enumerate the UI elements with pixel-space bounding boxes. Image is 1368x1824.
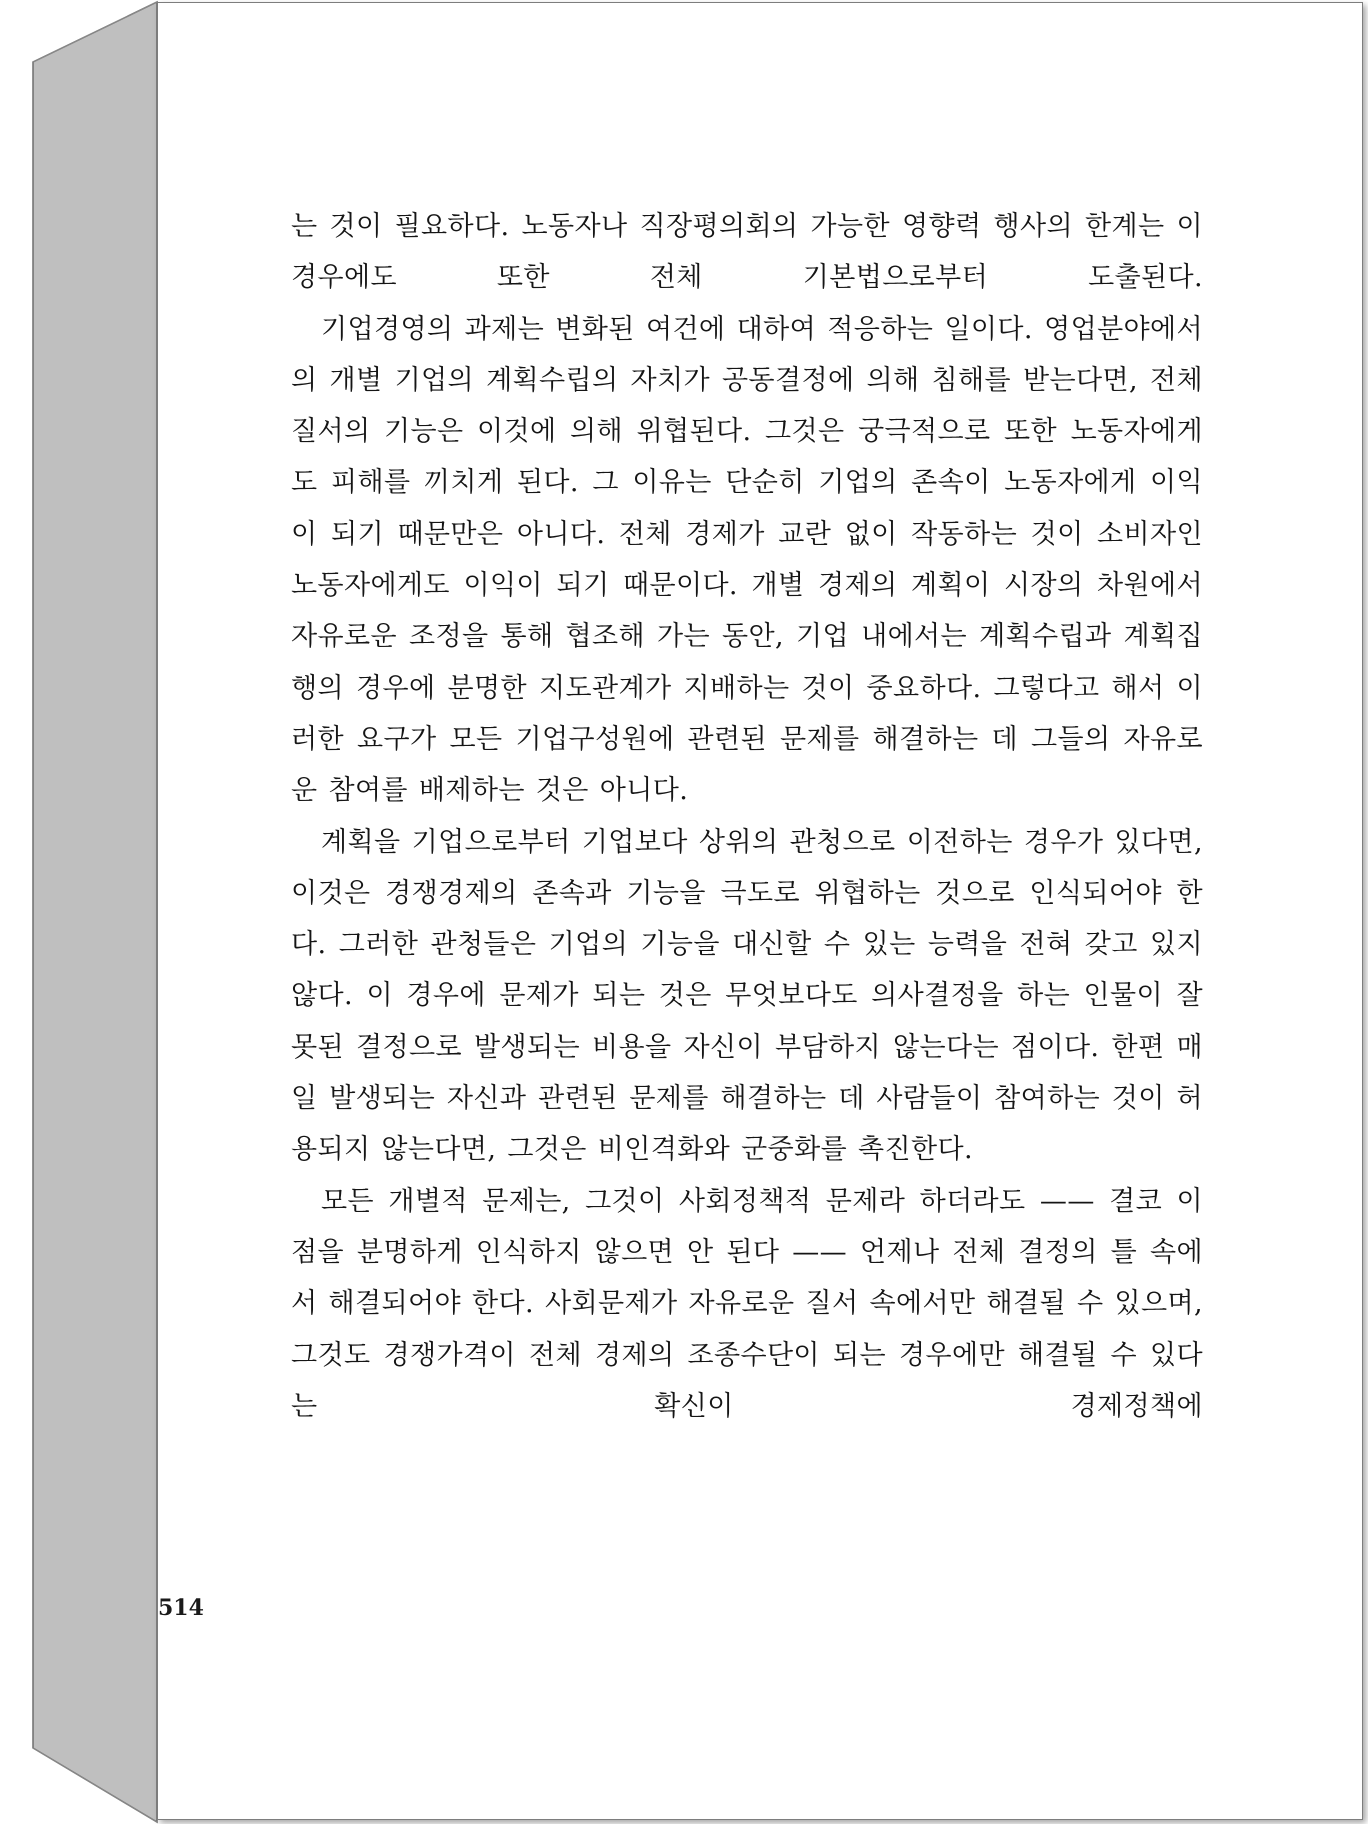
paragraph: 기업경영의 과제는 변화된 여건에 대하여 적응하는 일이다. 영업분야에서의 개별 기업의 계획수립의 자치가 공동결정에 의해 침해를 받는다면, 전체 질서의 기능은 이것에 의해 위협된다. 그것은 궁극적으로 또한 노동자에게도 피해를 끼치게 된다. 그 이유는 단순히 기업의 존속이 노동자에게 이익이 되기 때문만은 아니다. 전체 경제가 교란 없이 작동하는 것이 소비자인 노동자에게도 이익이 되기 때문이다. 개별 경제의 계획이 시장의 차원에서 자유로운 조정을 통해 협조해 가는 동안, 기업 내에서는 계획수립과 계획집행의 경우에 분명한 지도관계가 지배하는 것이 중요하다. 그렇다고 해서 이러한 요구가 모든 기업구성원에 관련된 문제를 해결하는 데 그들의 자유로운 참여를 배제하는 것은 아니다.: [291, 313, 1203, 807]
page-number: 514: [158, 1595, 204, 1621]
paragraph: 모든 개별적 문제는, 그것이 사회정책적 문제라 하더라도 —— 결코 이 점을 분명하게 인식하지 않으면 안 된다 —— 언제나 전체 결정의 틀 속에서 해결되어야 한다. 사회문제가 자유로운 질서 속에서만 해결될 수 있으며, 그것도 경쟁가격이 전체 경제의 조종수단이 되는 경우에만 해결될 수 있다는 확신이 경제정책에: [291, 1185, 1203, 1422]
book-page: [157, 2, 1363, 1820]
book-spine: [0, 0, 160, 1824]
paragraph-continued: 는 것이 필요하다. 노동자나 직장평의회의 가능한 영향력 행사의 한계는 이 경우에도 또한 전체 기본법으로부터 도출된다.: [291, 211, 1203, 294]
page-body: [291, 201, 1203, 1432]
paragraph: 계획을 기업으로부터 기업보다 상위의 관청으로 이전하는 경우가 있다면, 이것은 경쟁경제의 존속과 기능을 극도로 위협하는 것으로 인식되어야 한다. 그러한 관청들은 기업의 기능을 대신할 수 있는 능력을 전혀 갖고 있지 않다. 이 경우에 문제가 되는 것은 무엇보다도 의사결정을 하는 인물이 잘못된 결정으로 발생되는 비용을 자신이 부담하지 않는다는 점이다. 한편 매일 발생되는 자신과 관련된 문제를 해결하는 데 사람들이 참여하는 것이 허용되지 않는다면, 그것은 비인격화와 군중화를 촉진한다.: [291, 826, 1203, 1166]
